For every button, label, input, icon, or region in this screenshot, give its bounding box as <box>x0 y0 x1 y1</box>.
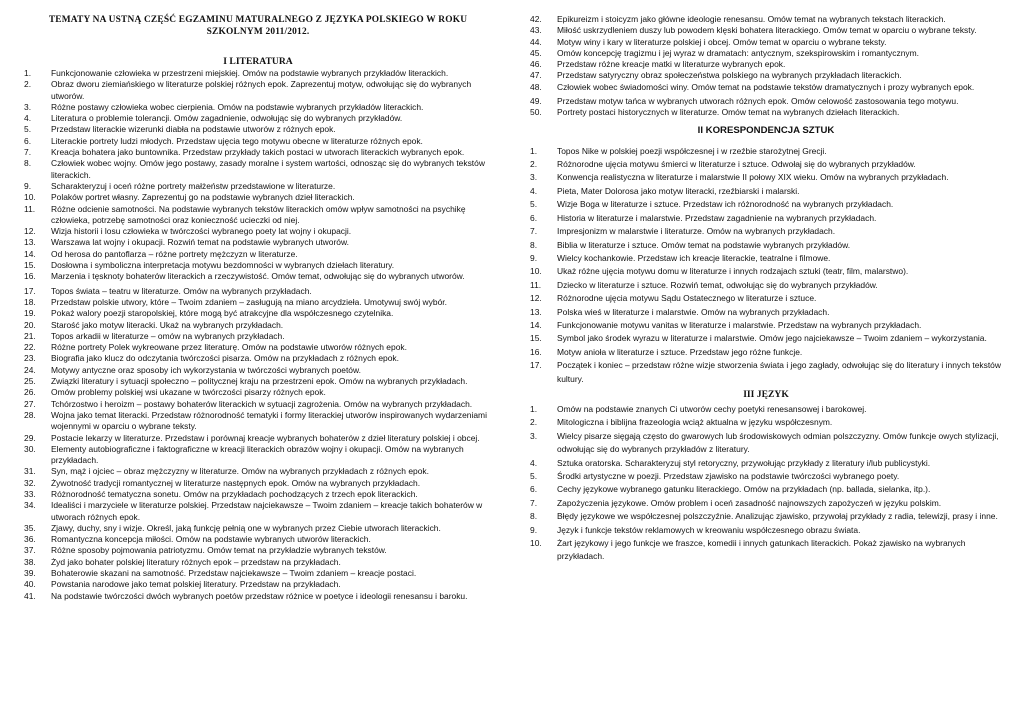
item-number: 17. <box>530 360 542 371</box>
list-item <box>24 579 492 590</box>
list-item <box>530 82 1002 93</box>
list-item <box>24 226 492 237</box>
list-item <box>24 249 492 260</box>
list-item <box>530 332 1002 345</box>
list-item <box>530 14 1002 25</box>
item-text: Postacie lekarzy w literaturze. Przedstaw i porównaj kreacje wybranych bohaterów z dzieł literatury polskiej i obcej. <box>51 432 480 443</box>
item-number: 20. <box>24 319 36 330</box>
item-number: 2. <box>530 417 538 428</box>
item-text: Przedstaw literackie wizerunki diabła na podstawie utworów z różnych epok. <box>51 124 336 135</box>
item-number: 9. <box>530 252 538 263</box>
literatura-list-part1 <box>24 68 492 602</box>
item-text: Zjawy, duchy, sny i wizje. Określ, jaką funkcję pełnią one w wybranych przez Ciebie utworach literackich. <box>51 522 441 533</box>
document-title: TEMATY NA USTNĄ CZĘŚĆ EGZAMINU MATURALNEGO Z JĘZYKA POLSKIEGO W ROKU SZKOLNYM 2011/2012. <box>48 15 468 37</box>
section-heading-korespondencja: II KORESPONDENCJA SZTUK <box>697 124 835 136</box>
item-text: Topos Nike w polskiej poezji współczesnej i w rzeźbie starożytnej Grecji. <box>557 145 827 156</box>
item-text: Motyw winy i kary w literaturze polskiej i obcej. Omów temat w oparciu o wybrane teksty. <box>557 36 887 47</box>
item-text: Człowiek wobec świadomości winy. Omów temat na podstawie tekstów dramatycznych i prozy wybranych epok. <box>557 81 975 92</box>
list-item <box>530 497 1002 510</box>
item-text: Wojna jako temat literacki. Przedstaw różnorodność tematyki i formy literackiej utworów inspirowanych wydarzeniami wojennymi w oparciu o wybrane teksty. <box>51 409 487 432</box>
item-text: Żyd jako bohater polskiej literatury różnych epok – przedstaw na przykładach. <box>51 556 341 567</box>
item-number: 3. <box>530 172 538 183</box>
item-text: Ukaż różne ujęcia motywu domu w literaturze i innych rodzajach sztuki (teatr, film, malarstwo). <box>557 266 909 277</box>
item-number: 19. <box>24 308 36 319</box>
item-number: 21. <box>24 330 36 341</box>
list-item <box>530 37 1002 48</box>
item-text: Historia w literaturze i malarstwie. Przedstaw zagadnienie na wybranych przykładach. <box>557 212 877 223</box>
item-number: 15. <box>530 333 542 344</box>
list-item <box>530 279 1002 292</box>
item-number: 8. <box>24 158 32 169</box>
item-text: Motyw anioła w literaturze i sztuce. Przedstaw jego różne funkcje. <box>557 346 803 357</box>
item-number: 15. <box>24 260 36 271</box>
list-item <box>24 399 492 410</box>
list-item <box>530 470 1002 483</box>
item-number: 9. <box>24 180 32 191</box>
list-item <box>24 181 492 192</box>
list-item <box>24 79 492 102</box>
item-text: Od herosa do pantoflarza – różne portrety mężczyzn w literaturze. <box>51 248 298 259</box>
item-number: 38. <box>24 556 36 567</box>
item-number: 11. <box>24 203 36 214</box>
item-number: 47. <box>530 70 542 81</box>
item-text: Scharakteryzuj i oceń różne portrety małżeństw przedstawione w literaturze. <box>51 180 336 191</box>
item-text: Różnorodność tematyczna sonetu. Omów na przykładach pochodzących z trzech epok literackich. <box>51 488 418 499</box>
list-item <box>530 483 1002 496</box>
item-number: 10. <box>24 192 36 203</box>
item-text: Epikureizm i stoicyzm jako główne ideologie renesansu. Omów temat na wybranych tekstach literackich. <box>557 14 946 24</box>
list-item <box>24 500 492 523</box>
item-number: 16. <box>24 271 36 282</box>
item-text: Sztuka oratorska. Scharakteryzuj styl retoryczny, przywołując przykłady z literatury i/lub publicystyki. <box>557 457 931 468</box>
list-item <box>24 308 492 319</box>
list-item <box>24 568 492 579</box>
section-heading-literatura: I LITERATURA <box>223 56 293 67</box>
item-text: Na podstawie twórczości dwóch wybranych poetów przedstaw różnice w poetyce i ideologii renesansu i baroku. <box>51 590 468 601</box>
item-number: 40. <box>24 579 36 590</box>
item-text: Impresjonizm w malarstwie i literaturze. Omów na wybranych przykładach. <box>557 226 836 237</box>
item-text: Polska wieś w literaturze i malarstwie. Omów na wybranych przykładach. <box>557 306 830 317</box>
list-item <box>24 466 492 477</box>
item-number: 28. <box>24 409 36 420</box>
list-item <box>24 591 492 602</box>
item-text: Przedstaw polskie utwory, które – Twoim zdaniem – zasługują na miano arcydzieła. Umotywuj swój wybór. <box>51 296 447 307</box>
item-number: 12. <box>24 226 36 237</box>
item-text: Różne sposoby pojmowania patriotyzmu. Omów temat na przykładzie wybranych tekstów. <box>51 545 387 556</box>
list-item <box>24 433 492 444</box>
item-text: Kreacja bohatera jako buntownika. Przedstaw przykłady takich postaci w utworach literackich wybranych epok. <box>51 147 465 158</box>
list-item <box>530 107 1002 118</box>
item-number: 41. <box>24 590 36 601</box>
item-text: Miłość uskrzydleniem duszy lub powodem klęski bohatera literackiego. Omów temat w oparciu o wybrane teksty. <box>557 25 977 36</box>
list-item <box>24 523 492 534</box>
item-text: Wielcy pisarze sięgają często do gwarowych lub środowiskowych odmian polszczyzny. Omów funkcje owych stylizacji, odwołując się do wybranych przykładów z literatury. <box>557 430 999 455</box>
item-text: Żart językowy i jego funkcje we fraszce, komedii i innych gatunkach literackich. Pokaż zjawisko na wybranych przykładach. <box>557 538 966 562</box>
list-item <box>24 260 492 271</box>
list-item <box>24 534 492 545</box>
list-item <box>24 124 492 135</box>
item-number: 5. <box>530 471 538 482</box>
item-number: 1. <box>530 145 538 156</box>
item-number: 22. <box>24 342 36 353</box>
item-text: Omów problemy polskiej wsi ukazane w twórczości pisarzy różnych epok. <box>51 387 326 398</box>
item-text: Idealiści i marzyciele w literaturze polskiej. Przedstaw najciekawsze – Twoim zdaniem – kreacje takich bohaterów w utworach różnych epok. <box>51 500 483 522</box>
list-item <box>530 59 1002 70</box>
list-item <box>24 376 492 387</box>
item-number: 16. <box>530 346 542 357</box>
list-item <box>530 158 1002 171</box>
item-text: Mitologiczna i biblijna frazeologia wciąż aktualna w języku współczesnym. <box>557 417 833 428</box>
item-text: Literatura o problemie tolerancji. Omów zagadnienie, odwołując się do wybranych przykładów. <box>51 113 403 124</box>
item-text: Topos arkadii w literaturze – omów na wybranych przykładach. <box>51 330 285 341</box>
left-column <box>24 14 492 602</box>
item-number: 6. <box>530 212 538 223</box>
item-number: 7. <box>530 226 538 237</box>
item-text: Wizje Boga w literaturze i sztuce. Przedstaw ich różnorodność na wybranych przykładach. <box>557 199 894 210</box>
item-number: 48. <box>530 81 542 92</box>
item-text: Marzenia i tęsknoty bohaterów literackich a rzeczywistość. Omów temat, odwołując się do wybranych utworów. <box>51 271 465 282</box>
list-item <box>24 545 492 556</box>
item-number: 50. <box>530 107 542 118</box>
item-text: Błędy językowe we współczesnej polszczyźnie. Analizując zjawisko, przywołaj przykłady z radia, telewizji, prasy i inne. <box>557 511 998 522</box>
item-text: Literackie portrety ludzi młodych. Przedstaw ujęcia tego motywu obecne w literaturze różnych epok. <box>51 135 423 146</box>
item-number: 5. <box>530 199 538 210</box>
item-number: 49. <box>530 96 542 107</box>
item-text: Dosłowna i symboliczna interpretacja motywu bezdomności w wybranych dziełach literatury. <box>51 260 395 271</box>
item-number: 8. <box>530 511 538 522</box>
item-text: Starość jako motyw literacki. Ukaż na wybranych przykładach. <box>51 319 284 330</box>
item-number: 6. <box>24 135 32 146</box>
item-number: 46. <box>530 59 542 70</box>
list-item <box>530 185 1002 198</box>
item-text: Dziecko w literaturze i sztuce. Rozwiń temat, odwołując się do wybranych przykładów. <box>557 279 878 290</box>
item-text: Przedstaw różne kreacje matki w literaturze wybranych epok. <box>557 59 786 70</box>
item-number: 7. <box>24 147 32 158</box>
list-item <box>24 489 492 500</box>
item-number: 18. <box>24 296 36 307</box>
section-heading-jezyk: III JĘZYK <box>743 388 789 400</box>
item-number: 45. <box>530 47 542 58</box>
item-number: 14. <box>530 319 542 330</box>
list-item <box>24 204 492 227</box>
list-item <box>530 25 1002 36</box>
item-number: 10. <box>530 538 542 549</box>
item-text: Powstania narodowe jako temat polskiej literatury. Przedstaw na przykładach. <box>51 579 341 590</box>
item-text: Różne odcienie samotności. Na podstawie wybranych tekstów literackich omów wpływ samotności na psychikę człowieka, potrzebę samotności oraz konieczność ucieczki od niej. <box>51 203 466 225</box>
list-item <box>24 365 492 376</box>
item-text: Żywotność tradycji romantycznej w literaturze następnych epok. Omów na wybranych przykładach. <box>51 477 421 488</box>
literatura-list-part2 <box>530 14 1002 119</box>
item-number: 26. <box>24 387 36 398</box>
list-item <box>24 192 492 203</box>
list-item <box>530 48 1002 59</box>
item-number: 35. <box>24 522 36 533</box>
item-text: Obraz dworu ziemiańskiego w literaturze polskiej różnych epok. Zaprezentuj motyw, odwołując się do wybranych utworów. <box>51 79 472 101</box>
item-number: 11. <box>530 279 542 290</box>
item-number: 14. <box>24 248 36 259</box>
jezyk-list <box>530 403 1002 564</box>
item-number: 43. <box>530 25 542 36</box>
item-text: Pieta, Mater Dolorosa jako motyw literacki, rzeźbiarski i malarski. <box>557 185 800 196</box>
item-number: 32. <box>24 477 36 488</box>
item-text: Przedstaw satyryczny obraz społeczeństwa polskiego na wybranych przykładach literackich. <box>557 70 902 81</box>
list-item <box>530 346 1002 359</box>
item-number: 17. <box>24 285 36 296</box>
item-number: 3. <box>530 430 538 441</box>
list-item <box>24 237 492 248</box>
list-item <box>530 212 1002 225</box>
item-number: 23. <box>24 353 36 364</box>
item-number: 36. <box>24 534 36 545</box>
item-number: 4. <box>530 457 538 468</box>
item-number: 42. <box>530 14 542 24</box>
list-item <box>530 292 1002 305</box>
item-text: Różnorodne ujęcia motywu śmierci w literaturze i sztuce. Odwołaj się do wybranych przykładów. <box>557 159 916 170</box>
item-text: Funkcjonowanie motywu vanitas w literaturze i malarstwie. Przedstaw na wybranych przykładach. <box>557 319 922 330</box>
korespondencja-list <box>530 145 1002 386</box>
item-number: 37. <box>24 545 36 556</box>
item-text: Symbol jako środek wyrazu w literaturze i malarstwie. Omów jego najciekawsze – Twoim zdaniem – wykorzystania. <box>557 333 987 344</box>
list-item <box>530 359 1002 386</box>
list-item <box>530 430 1002 457</box>
list-item <box>24 320 492 331</box>
list-item <box>530 145 1002 158</box>
list-item <box>530 510 1002 523</box>
item-text: Warszawa lat wojny i okupacji. Rozwiń temat na podstawie wybranych utworów. <box>51 237 349 248</box>
list-item <box>530 537 1002 564</box>
item-text: Biblia w literaturze i sztuce. Omów temat na podstawie wybranych przykładów. <box>557 239 851 250</box>
item-text: Romantyczna koncepcja miłości. Omów na podstawie wybranych utworów literackich. <box>51 534 371 545</box>
item-number: 2. <box>530 159 538 170</box>
item-number: 8. <box>530 239 538 250</box>
list-item <box>24 478 492 489</box>
item-text: Omów koncepcję tragizmu i jej wyraz w dramatach: antycznym, szekspirowskim i romantycznym. <box>557 47 919 58</box>
right-column <box>530 14 1002 564</box>
item-number: 30. <box>24 443 36 454</box>
list-item <box>530 457 1002 470</box>
list-item <box>530 70 1002 81</box>
item-text: Motywy antyczne oraz sposoby ich wykorzystania w twórczości wybranych poetów. <box>51 364 361 375</box>
item-number: 3. <box>24 101 32 112</box>
item-text: Wizja historii i losu człowieka w twórczości wybranego poety lat wojny i okupacji. <box>51 226 352 237</box>
item-text: Polaków portret własny. Zaprezentuj go na podstawie wybranych dzieł literackich. <box>51 192 355 203</box>
item-number: 6. <box>530 484 538 495</box>
item-text: Różne portrety Polek wykreowane przez literaturę. Omów na podstawie utworów różnych epok. <box>51 342 407 353</box>
list-item <box>24 136 492 147</box>
list-item <box>530 265 1002 278</box>
list-item <box>530 171 1002 184</box>
item-number: 12. <box>530 293 542 304</box>
list-item <box>24 557 492 568</box>
item-text: Omów na podstawie znanych Ci utworów cechy poetyki renesansowej i barokowej. <box>557 403 867 414</box>
list-item <box>24 410 492 433</box>
item-text: Syn, mąż i ojciec – obraz mężczyzny w literaturze. Omów na wybranych przykładach z różnych epok. <box>51 466 429 477</box>
item-number: 5. <box>24 124 32 135</box>
item-number: 10. <box>530 266 542 277</box>
item-text: Wielcy kochankowie. Przedstaw ich kreacje literackie, teatralne i filmowe. <box>557 252 831 263</box>
item-number: 44. <box>530 36 542 47</box>
item-text: Bohaterowie skazani na samotność. Przedstaw najciekawsze – Twoim zdaniem – kreacje postaci. <box>51 568 417 579</box>
list-item <box>530 96 1002 107</box>
item-number: 9. <box>530 524 538 535</box>
item-number: 33. <box>24 488 36 499</box>
item-number: 27. <box>24 398 36 409</box>
list-item <box>530 416 1002 429</box>
item-number: 13. <box>24 237 36 248</box>
list-item <box>530 319 1002 332</box>
list-item <box>530 252 1002 265</box>
item-number: 25. <box>24 376 36 387</box>
item-text: Pokaż walory poezji staropolskiej, które mogą być atrakcyjne dla współczesnego czytelnika. <box>51 308 394 319</box>
item-text: Konwencja realistyczna w literaturze i malarstwie II połowy XIX wieku. Omów na wybranych przykładach. <box>557 172 949 183</box>
item-text: Środki artystyczne w poezji. Przedstaw zjawisko na podstawie twórczości wybranego poety. <box>557 471 900 482</box>
list-item <box>24 387 492 398</box>
item-number: 4. <box>24 113 32 124</box>
item-text: Topos świata – teatru w literaturze. Omów na wybranych przykładach. <box>51 285 312 296</box>
item-text: Cechy językowe wybranego gatunku literackiego. Omów na przykładach (np. ballada, sielanka, itp.). <box>557 484 931 495</box>
item-text: Początek i koniec – przedstaw różne wizje stworzenia świata i jego zagłady, odwołując się do literatury i innych tekstów kultury. <box>557 360 1001 384</box>
item-text: Biografia jako klucz do odczytania twórczości pisarza. Omów na przykładach z różnych epok. <box>51 353 399 364</box>
item-number: 1. <box>24 68 32 78</box>
item-text: Elementy autobiograficzne i faktograficzne w kreacji literackich obrazów wojny i okupacji. Omów na wybranych przykładach. <box>51 443 464 466</box>
item-text: Funkcjonowanie człowieka w przestrzeni miejskiej. Omów na podstawie wybranych przykładów literackich. <box>51 68 449 78</box>
list-item <box>24 444 492 467</box>
list-item <box>24 342 492 353</box>
list-item <box>24 286 492 297</box>
item-number: 34. <box>24 500 36 511</box>
item-text: Zapożyczenia językowe. Omów problem i oceń zasadność najnowszych zapożyczeń w języku polskim. <box>557 497 942 508</box>
item-text: Różne postawy człowieka wobec cierpienia. Omów na podstawie wybranych przykładów literackich. <box>51 101 424 112</box>
item-number: 2. <box>24 79 32 90</box>
item-text: Różnorodne ujęcia motywu Sądu Ostatecznego w literaturze i sztuce. <box>557 293 817 304</box>
list-item <box>530 403 1002 416</box>
list-item <box>24 271 492 282</box>
item-number: 24. <box>24 364 36 375</box>
list-item <box>530 198 1002 211</box>
list-item <box>24 68 492 79</box>
list-item <box>24 297 492 308</box>
item-number: 29. <box>24 432 36 443</box>
list-item <box>24 113 492 124</box>
item-number: 39. <box>24 568 36 579</box>
list-item <box>530 524 1002 537</box>
item-number: 31. <box>24 466 36 477</box>
item-text: Język i funkcje tekstów reklamowych w kreowaniu współczesnego obrazu świata. <box>557 524 861 535</box>
list-item <box>530 225 1002 238</box>
item-number: 13. <box>530 306 542 317</box>
list-item <box>24 158 492 181</box>
item-text: Tchórzostwo i heroizm – postawy bohaterów literackich w sytuacji zagrożenia. Omów na wybranych przykładach. <box>51 398 473 409</box>
list-item <box>530 239 1002 252</box>
item-number: 7. <box>530 497 538 508</box>
list-item <box>530 306 1002 319</box>
list-item <box>24 147 492 158</box>
item-text: Związki literatury i sytuacji społeczno – politycznej kraju na przestrzeni epok. Omów na wybranych przykładach. <box>51 376 468 387</box>
list-item <box>24 353 492 364</box>
item-text: Przedstaw motyw tańca w wybranych utworach różnych epok. Omów celowość zastosowania tego motywu. <box>557 96 959 107</box>
item-text: Człowiek wobec wojny. Omów jego postawy, zasady moralne i system wartości, odnosząc się do wybranych tekstów literackich. <box>51 158 485 180</box>
list-item <box>24 102 492 113</box>
list-item <box>24 331 492 342</box>
item-number: 1. <box>530 403 538 414</box>
item-number: 4. <box>530 185 538 196</box>
item-text: Portrety postaci historycznych w literaturze. Omów temat na wybranych dziełach literackich. <box>557 107 900 118</box>
